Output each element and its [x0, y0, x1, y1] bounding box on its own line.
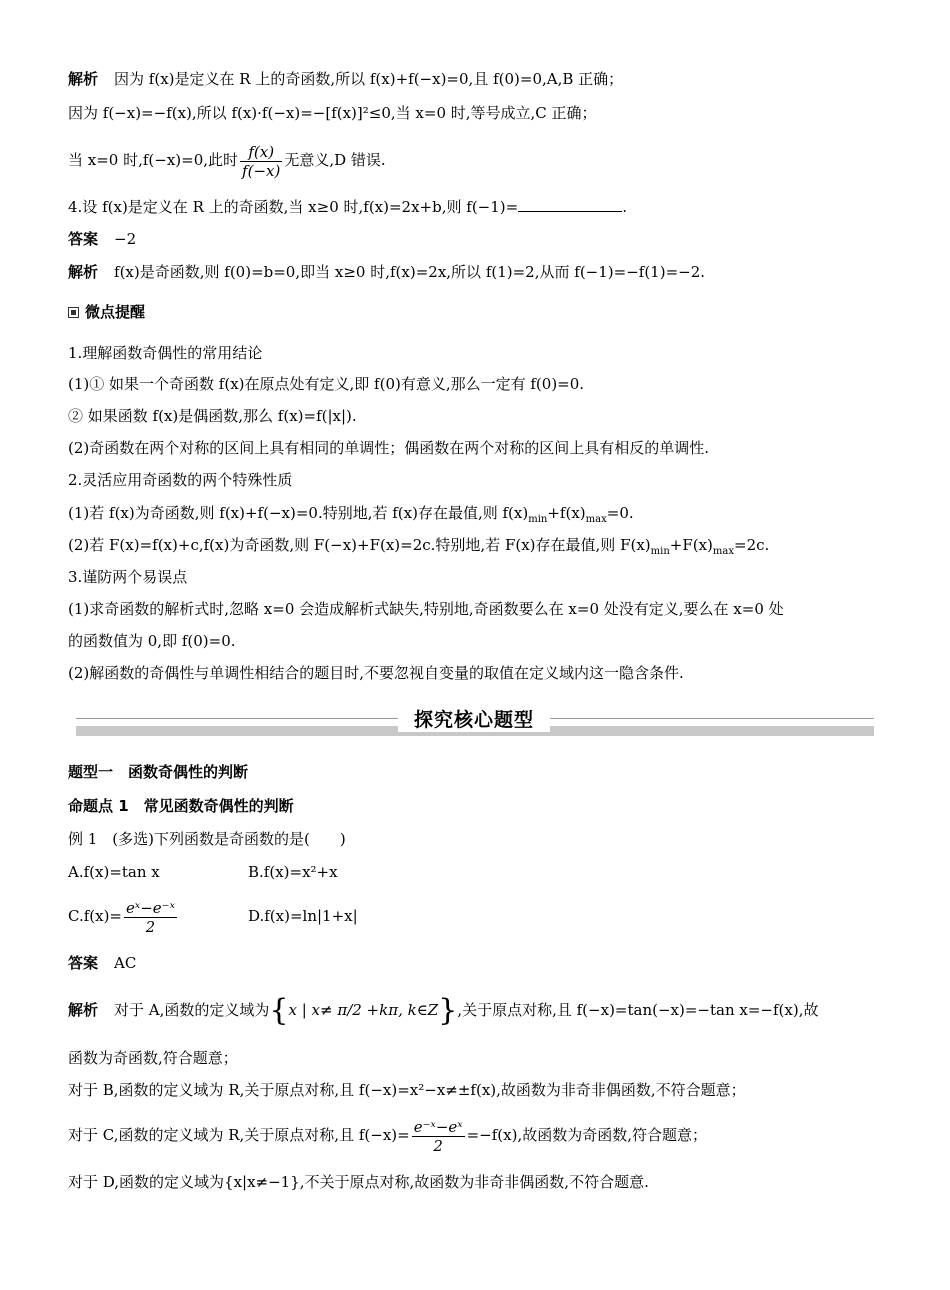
example-answer: 答案 AC [68, 954, 137, 972]
tip-line: (2)解函数的奇偶性与单调性相结合的题目时,不要忽视自变量的取值在定义域内这一隐含条件. [68, 664, 684, 682]
example-analysis-a2: 函数为奇函数,符合题意； [68, 1049, 238, 1067]
option-d: D.f(x)=ln|1+x| [248, 907, 358, 925]
type-heading: 题型一 函数奇偶性的判断 [68, 763, 249, 781]
solution-line-3: 当 x=0 时,f(−x)=0,此时 $\frac{f(x)}{f(-x)}$ 无意义,D 错误. [68, 142, 386, 180]
question-4: 4.设 f(x)是定义在 R 上的奇函数,当 x≥0 时,f(x)=2x+b,则 f(−1)= . [68, 198, 627, 216]
section-banner-title: 探究核心题型 [398, 705, 550, 732]
example-analysis-a: 解析 对于 A,函数的定义域为{x | x≠ π/2 +kπ, k∈Z},关于原点对称,且 f(−x)=tan(−x)=−tan x=−f(x),故 [68, 993, 819, 1028]
solution-line-2: 因为 f(−x)=−f(x),所以 f(x)·f(−x)=−[f(x)]²≤0,当 x=0 时,等号成立,C 正确； [68, 104, 597, 122]
solution-line-1: 解析 因为 f(x)是定义在 R 上的奇函数,所以 f(x)+f(−x)=0,且 f(0)=0,A,B 正确； [68, 70, 624, 88]
tip-line: (2)奇函数在两个对称的区间上具有相同的单调性；偶函数在两个对称的区间上具有相反的单调性. [68, 439, 710, 457]
answer-blank [518, 197, 622, 212]
example-stem: 例 1 (多选)下列函数是奇函数的是( ) [68, 830, 346, 848]
option-c: C.f(x)= $\frac{\text{eˣ−e⁻ˣ}}{2}$ [68, 898, 175, 936]
option-b: B.f(x)=x²+x [248, 863, 338, 881]
fraction: $\frac{f(x)}{f(-x)}$ [242, 142, 281, 180]
tip-line: 1.理解函数奇偶性的常用结论 [68, 344, 263, 362]
fraction: $\frac{\text{e⁻ˣ−eˣ}}{2}$ [413, 1117, 463, 1155]
tip-line: (1)若 f(x)为奇函数,则 f(x)+f(−x)=0.特别地,若 f(x)存在最值,则 $f(x)_{min}+f(x)_{max}=0$. [68, 504, 634, 525]
tip-line: (1)求奇函数的解析式时,忽略 x=0 会造成解析式缺失,特别地,奇函数要么在 x=0 处没有定义,要么在 x=0 处 [68, 600, 784, 618]
tip-line: (1)① 如果一个奇函数 f(x)在原点处有定义,即 f(0)有意义,那么一定有 f(0)=0. [68, 375, 585, 393]
fraction: $\frac{\text{eˣ−e⁻ˣ}}{2}$ [126, 898, 175, 936]
tip-line: 的函数值为 0,即 f(0)=0. [68, 632, 236, 650]
tip-line: 2.灵活应用奇函数的两个特殊性质 [68, 471, 293, 489]
domain-set: x | x≠ π/2 +kπ, k∈Z [288, 1001, 439, 1019]
option-a: A.f(x)=tan x [68, 863, 160, 881]
analysis-label: 解析 [68, 70, 99, 88]
tip-line: (2)若 F(x)=f(x)+c,f(x)为奇函数,则 F(−x)+F(x)=2c.特别地,若 F(x)存在最值,则 $F(x)_{min}+F(x)_{max}=2c$. [68, 536, 770, 557]
example-analysis-d: 对于 D,函数的定义域为{x|x≠−1},不关于原点对称,故函数为非奇非偶函数,不符合题意. [68, 1173, 649, 1191]
square-bullet-icon [68, 307, 79, 318]
point-heading: 命题点 1 常见函数奇偶性的判断 [68, 797, 294, 815]
example-analysis-c: 对于 C,函数的定义域为 R,关于原点对称,且 f(−x)= $\frac{\text{e⁻ˣ−eˣ}}{2}$ =−f(x),故函数为奇函数,符合题意； [68, 1117, 707, 1155]
example-analysis-b: 对于 B,函数的定义域为 R,关于原点对称,且 f(−x)=x²−x≠±f(x),故函数为非奇非偶函数,不符合题意； [68, 1081, 746, 1099]
question-4-answer: 答案 −2 [68, 230, 137, 248]
tip-line: 3.谨防两个易误点 [68, 568, 188, 586]
tips-heading: 微点提醒 [68, 302, 145, 322]
tip-line: ② 如果函数 f(x)是偶函数,那么 f(x)=f(|x|). [68, 407, 357, 425]
question-4-analysis: 解析 f(x)是奇函数,则 f(0)=b=0,即当 x≥0 时,f(x)=2x,所以 f(1)=2,从而 f(−1)=−f(1)=−2. [68, 263, 706, 281]
